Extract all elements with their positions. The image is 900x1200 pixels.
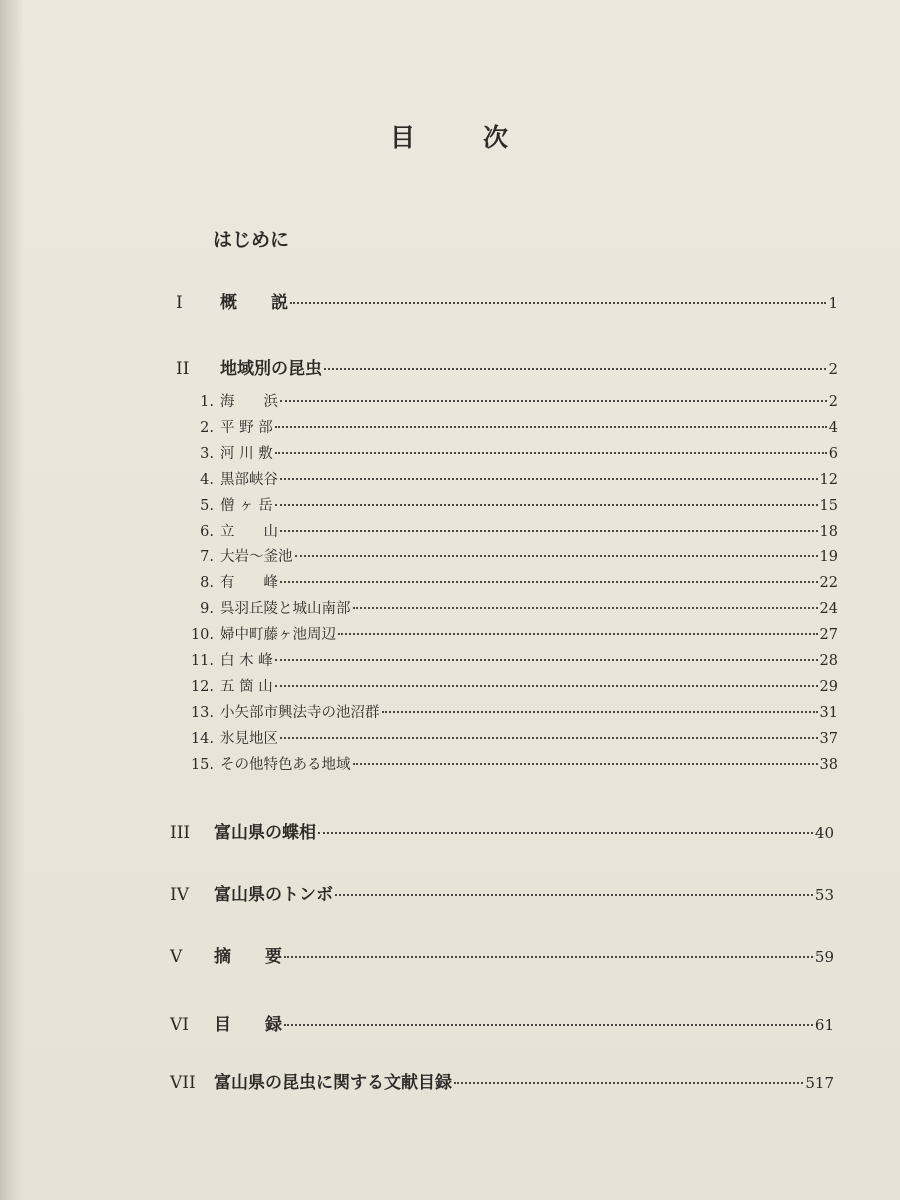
toc-entry-number: III — [170, 823, 191, 843]
toc-entry-title: 富山県の蝶相 — [214, 823, 316, 843]
toc-subsection-row — [178, 494, 838, 515]
title-char-left: 目 — [389, 123, 417, 152]
toc-subsection-row — [178, 675, 838, 696]
toc-subsection-row — [178, 520, 838, 541]
toc-entry-title: 呉羽丘陵と城山南部 — [220, 601, 351, 617]
intro-heading: はじめに — [213, 229, 290, 251]
toc-section-row — [170, 942, 834, 967]
toc-entry-number: 1. — [200, 394, 214, 410]
toc-section-row — [170, 1068, 834, 1093]
toc-page-number: 2 — [828, 360, 838, 378]
leader-dots — [335, 894, 813, 896]
toc-entry-number: 12. — [190, 679, 214, 695]
toc-entry-number: VI — [170, 1015, 189, 1035]
toc-page-number: 15 — [819, 498, 838, 514]
leader-dots — [284, 956, 813, 958]
leader-dots — [318, 832, 813, 834]
toc-page-number: 19 — [819, 549, 838, 565]
toc-entry-title: 有 峰 — [220, 575, 278, 591]
leader-dots — [295, 555, 818, 557]
toc-subsection-row — [178, 623, 838, 644]
leader-dots — [284, 1024, 813, 1026]
leader-dots — [382, 711, 818, 713]
leader-dots — [280, 530, 818, 532]
leader-dots — [275, 426, 827, 428]
toc-entry-number: 5. — [200, 498, 214, 514]
toc-entry-title: 平 野 部 — [220, 420, 273, 436]
toc-entry-title: 地域別の昆虫 — [220, 359, 322, 379]
toc-subsection-row — [178, 753, 838, 774]
toc-entry-title: 婦中町藤ヶ池周辺 — [220, 627, 336, 643]
title-char-right: 次 — [483, 123, 511, 152]
toc-entry-number: I — [176, 293, 183, 313]
toc-entry-title: 海 浜 — [220, 394, 278, 410]
toc-page-number: 59 — [814, 948, 834, 966]
toc-page-number: 40 — [814, 824, 834, 842]
leader-dots — [324, 368, 826, 370]
toc-section-row — [176, 354, 838, 379]
toc-entry-title: 僧 ヶ 岳 — [220, 498, 273, 514]
toc-entry-number: 4. — [200, 472, 214, 488]
toc-entry-number: 3. — [200, 446, 214, 462]
toc-entry-title: 富山県のトンボ — [214, 885, 333, 905]
leader-dots — [280, 737, 818, 739]
toc-entry-title: 小矢部市興法寺の池沼群 — [220, 705, 380, 721]
toc-page-number: 28 — [819, 653, 838, 669]
toc-page-number: 31 — [819, 705, 838, 721]
toc-subsection-row — [178, 571, 838, 592]
toc-entry-number: 6. — [200, 524, 214, 540]
toc-subsection-row — [178, 468, 838, 489]
toc-section-row — [170, 880, 834, 905]
toc-entry-title: 立 山 — [220, 524, 278, 540]
toc-entry-title: 白 木 峰 — [220, 653, 273, 669]
toc-subsection-row — [178, 597, 838, 618]
toc-subsection-row — [178, 545, 838, 566]
toc-page-number: 27 — [819, 627, 838, 643]
toc-page-number: 22 — [819, 575, 838, 591]
toc-entry-number: 14. — [190, 731, 214, 747]
leader-dots — [338, 633, 818, 635]
toc-entry-number: 2. — [200, 420, 214, 436]
toc-page-number: 53 — [814, 886, 834, 904]
toc-entry-number: II — [176, 359, 190, 379]
leader-dots — [290, 302, 826, 304]
toc-entry-number: 7. — [200, 549, 214, 565]
toc-section-row — [170, 818, 834, 843]
toc-entry-number: VII — [170, 1073, 196, 1093]
toc-subsection-row — [178, 442, 838, 463]
toc-subsection-row — [178, 390, 838, 411]
toc-subsection-row — [178, 416, 838, 437]
toc-subsection-row — [178, 649, 838, 670]
toc-entry-title: 氷見地区 — [220, 731, 278, 747]
toc-section-row — [170, 1010, 834, 1035]
leader-dots — [275, 685, 818, 687]
toc-entry-number: IV — [170, 885, 189, 905]
leader-dots — [275, 452, 827, 454]
leader-dots — [280, 581, 818, 583]
toc-entry-number: 13. — [190, 705, 214, 721]
leader-dots — [275, 659, 818, 661]
toc-entry-title: その他特色ある地域 — [220, 757, 351, 773]
leader-dots — [454, 1082, 803, 1084]
toc-entry-title: 摘 要 — [214, 947, 282, 967]
toc-entry-title: 五 箇 山 — [220, 679, 273, 695]
toc-page-number: 12 — [819, 472, 838, 488]
toc-page-number: 29 — [819, 679, 838, 695]
toc-entry-title: 河 川 敷 — [220, 446, 273, 462]
toc-entry-number: 11. — [190, 653, 214, 669]
toc-page-number: 37 — [819, 731, 838, 747]
toc-entry-number: 10. — [190, 627, 214, 643]
leader-dots — [275, 504, 818, 506]
toc-page-number: 517 — [805, 1074, 834, 1092]
leader-dots — [280, 478, 818, 480]
toc-entry-title: 概 説 — [220, 293, 288, 313]
toc-page-number: 2 — [828, 394, 838, 410]
toc-page-number: 18 — [819, 524, 838, 540]
toc-entry-number: 9. — [200, 601, 214, 617]
toc-page-number: 6 — [828, 446, 838, 462]
toc-page-number: 1 — [828, 294, 838, 312]
toc-entry-number: 8. — [200, 575, 214, 591]
toc-page-number: 4 — [828, 420, 838, 436]
toc-entry-number: 15. — [190, 757, 214, 773]
toc-entry-title: 目 録 — [214, 1015, 282, 1035]
toc-page-number: 38 — [819, 757, 838, 773]
toc-entry-title: 大岩～釜池 — [220, 549, 293, 565]
toc-entry-number: V — [170, 947, 183, 967]
leader-dots — [353, 763, 818, 765]
toc-subsection-row — [178, 701, 838, 722]
toc-entry-title: 富山県の昆虫に関する文献目録 — [214, 1073, 452, 1093]
toc-subsection-row — [178, 727, 838, 748]
leader-dots — [280, 400, 827, 402]
toc-page-number: 61 — [814, 1016, 834, 1034]
toc-page-number: 24 — [819, 601, 838, 617]
leader-dots — [353, 607, 818, 609]
toc-section-row — [176, 288, 838, 313]
toc-entry-title: 黒部峡谷 — [220, 472, 278, 488]
